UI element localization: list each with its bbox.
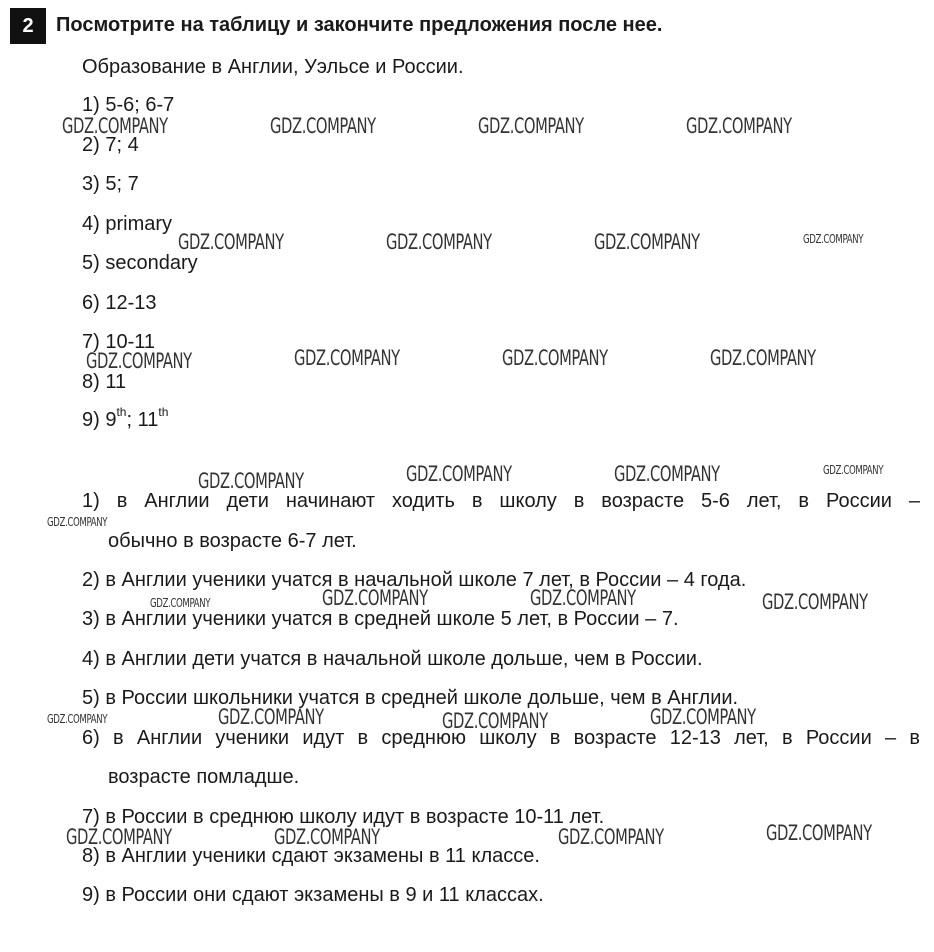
subheading: Образование в Англии, Уэльсе и России.: [82, 56, 464, 78]
watermark: GDZ.COMPANY: [218, 705, 324, 729]
watermark: GDZ.COMPANY: [594, 230, 700, 254]
sentence-3: 3) в Англии ученики учатся в средней школе 5 лет, в России – 7.: [82, 608, 679, 630]
watermark: GDZ.COMPANY: [686, 114, 792, 138]
watermark: GDZ.COMPANY: [62, 114, 168, 138]
sentence-8: 8) в Англии ученики сдают экзамены в 11 классе.: [82, 845, 540, 867]
watermark: GDZ.COMPANY: [150, 596, 211, 610]
short-answer-3: 3) 5; 7: [82, 173, 139, 195]
sentence-5: 5) в России школьники учатся в средней школе дольше, чем в Англии.: [82, 687, 739, 709]
sentence-6-line-1: 6) в Англии ученики идут в среднюю школу в возрасте 12-13 лет, в России – в: [82, 727, 920, 749]
short-answer-5: 5) secondary: [82, 252, 198, 274]
watermark: GDZ.COMPANY: [47, 515, 108, 529]
watermark: GDZ.COMPANY: [198, 469, 304, 493]
short-answer-8: 8) 11: [82, 371, 127, 393]
watermark: GDZ.COMPANY: [442, 709, 548, 733]
watermark: GDZ.COMPANY: [274, 825, 380, 849]
watermark: GDZ.COMPANY: [66, 825, 172, 849]
short-answer-6: 6) 12-13: [82, 292, 157, 314]
short-answer-9: 9) 9th; 11th: [82, 405, 169, 431]
watermark: GDZ.COMPANY: [530, 586, 636, 610]
watermark: GDZ.COMPANY: [86, 349, 192, 373]
sentence-4: 4) в Англии дети учатся в начальной школе дольше, чем в России.: [82, 648, 703, 670]
watermark: GDZ.COMPANY: [47, 712, 108, 726]
short-answer-7: 7) 10-11: [82, 331, 156, 353]
watermark: GDZ.COMPANY: [650, 705, 756, 729]
watermark: GDZ.COMPANY: [823, 463, 884, 477]
task-title: Посмотрите на таблицу и закончите предложения после нее.: [56, 14, 663, 36]
watermark: GDZ.COMPANY: [803, 232, 864, 246]
watermark: GDZ.COMPANY: [614, 462, 720, 486]
sentence-1-line-2: обычно в возрасте 6-7 лет.: [108, 530, 357, 552]
sentence-9: 9) в России они сдают экзамены в 9 и 11 классах.: [82, 884, 544, 906]
short-answer-2: 2) 7; 4: [82, 134, 139, 156]
short-answer-1: 1) 5-6; 6-7: [82, 94, 175, 116]
watermark: GDZ.COMPANY: [710, 346, 816, 370]
watermark: GDZ.COMPANY: [406, 462, 512, 486]
watermark: GDZ.COMPANY: [270, 114, 376, 138]
watermark: GDZ.COMPANY: [322, 586, 428, 610]
short-answer-4: 4) primary: [82, 213, 173, 235]
watermark: GDZ.COMPANY: [178, 230, 284, 254]
watermark: GDZ.COMPANY: [502, 346, 608, 370]
watermark: GDZ.COMPANY: [294, 346, 400, 370]
watermark: GDZ.COMPANY: [386, 230, 492, 254]
sentence-1-line-1: 1) в Англии дети начинают ходить в школу в возрасте 5-6 лет, в России –: [82, 490, 920, 512]
sentence-6-line-2: возрасте помладше.: [108, 766, 300, 788]
watermark: GDZ.COMPANY: [478, 114, 584, 138]
sentence-2: 2) в Англии ученики учатся в начальной школе 7 лет, в России – 4 года.: [82, 569, 747, 591]
watermark: GDZ.COMPANY: [558, 825, 664, 849]
watermark: GDZ.COMPANY: [762, 590, 868, 614]
watermark: GDZ.COMPANY: [766, 821, 872, 845]
task-number-badge: 2: [10, 8, 46, 44]
sentence-7: 7) в России в среднюю школу идут в возрасте 10-11 лет.: [82, 806, 605, 828]
